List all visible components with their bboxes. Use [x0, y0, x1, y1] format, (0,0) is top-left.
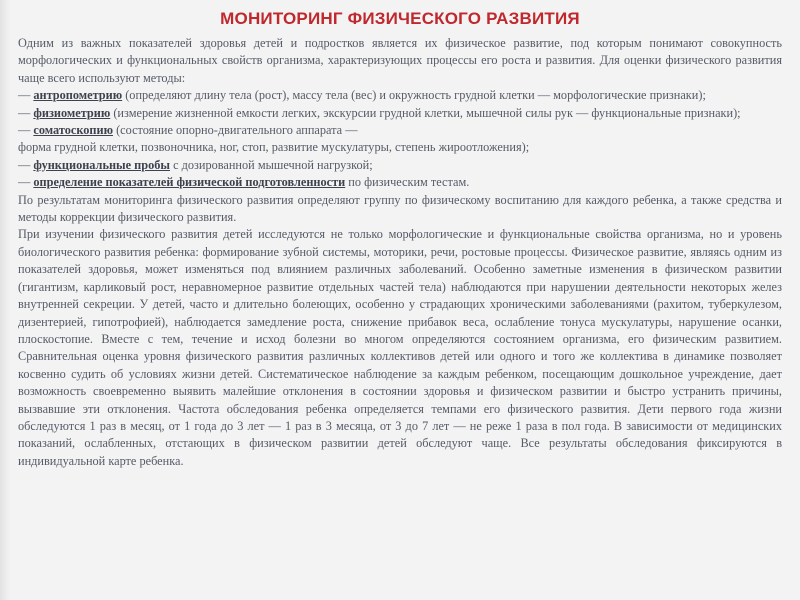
method-text: (определяют длину тела (рост), массу тела (вес) и окружность грудной клетки — морфологические признаки);: [122, 88, 706, 103]
method-dash: —: [18, 88, 34, 103]
slide-title: МОНИТОРИНГ ФИЗИЧЕСКОГО РАЗВИТИЯ: [220, 9, 580, 28]
method-item: [18, 87, 782, 104]
method-term: антропометрию: [33, 88, 123, 103]
method-item: [18, 122, 782, 139]
method-term: физиометрию: [33, 105, 111, 120]
method-item: [18, 174, 782, 191]
method-term: определение показателей физической подготовленности: [33, 175, 346, 190]
method-item-continuation: [18, 139, 782, 156]
method-dash: —: [18, 157, 34, 172]
method-item: [18, 157, 782, 174]
method-text: (измерение жизненной емкости легких, экскурсии грудной клетки, мышечной силы рук — функциональные признаки);: [110, 105, 741, 120]
method-text: с дозированной мышечной нагрузкой;: [170, 157, 373, 172]
method-term: функциональные пробы: [33, 157, 170, 172]
study-paragraph: При изучении физического развития детей исследуются не только морфологические и функциональные свойства организма, но и уровень биологического развития ребенка: формирование зубной системы, моторики, речи, ростовые процессы. Физическое развитие, являясь одним из показателей здоровья, может изменяться под влиянием различных заболеваний. Особенно заметные изменения в физическом развитии (гигантизм, карликовый рост, неравномерное развитие отдельных частей тела) наблюдаются при нарушении деятельности некоторых желез внутренней секреции. У детей, часто и длительно болеющих, особенно у страдающих хроническими заболеваниями (рахитом, туберкулезом, дизентерией, гипотрофией), наблюдается замедление роста, снижение прибавок веса, ослабление тонуса мускулатуры, нарушение осанки, плоскостопие. Вместе с тем, течение и исход болезни во многом определяются состоянием организма, его физическим развитием. Сравнительная оценка уровня физического развития различных коллективов детей или одного и того же коллектива в динамике позволяет косвенно судить об условиях жизни детей. Систематическое наблюдение за каждым ребенком, посещающим дошкольное учреждение, дает возможность своевременно выявить малейшие отклонения в состоянии здоровья и физическом развитии и быстро устранить причины, вызвавшие эти отклонения. Частота обследования ребенка определяется темпами его физического развития. Дети первого года жизни обследуются 1 раз в месяц, от 1 года до 3 лет — 1 раз в 3 месяца, от 3 до 7 лет — не реже 1 раза в пол года. В зависимости от медицинских показаний, ослабленных, отстающих в физическом развитии детей обследуют чаще. Все результаты обследования фиксируются в индивидуальной карте ребенка.: [18, 227, 782, 468]
method-term: соматоскопию: [33, 123, 113, 138]
slide-body: [18, 35, 782, 470]
method-text: по физическим тестам.: [345, 175, 470, 190]
method-text: форма грудной клетки, позвоночника, ног, стоп, развитие мускулатуры, степень жироотложения);: [18, 140, 530, 155]
method-dash: —: [18, 105, 34, 120]
method-dash: —: [18, 175, 34, 190]
method-item: [18, 105, 782, 122]
intro-paragraph: Одним из важных показателей здоровья детей и подростков является их физическое развитие, под которым понимают совокупность морфологических и функциональных свойств организма, характеризующих процессы его роста и развития. Для оценки физического развития чаще всего используют методы:: [18, 36, 782, 85]
results-paragraph: По результатам мониторинга физического развития определяют группу по физическому воспитанию для каждого ребенка, а также средства и методы коррекции физического развития.: [18, 192, 782, 225]
slide-left-border: [0, 0, 10, 600]
method-text: (состояние опорно-двигательного аппарата —: [113, 123, 358, 138]
method-dash: —: [18, 123, 34, 138]
